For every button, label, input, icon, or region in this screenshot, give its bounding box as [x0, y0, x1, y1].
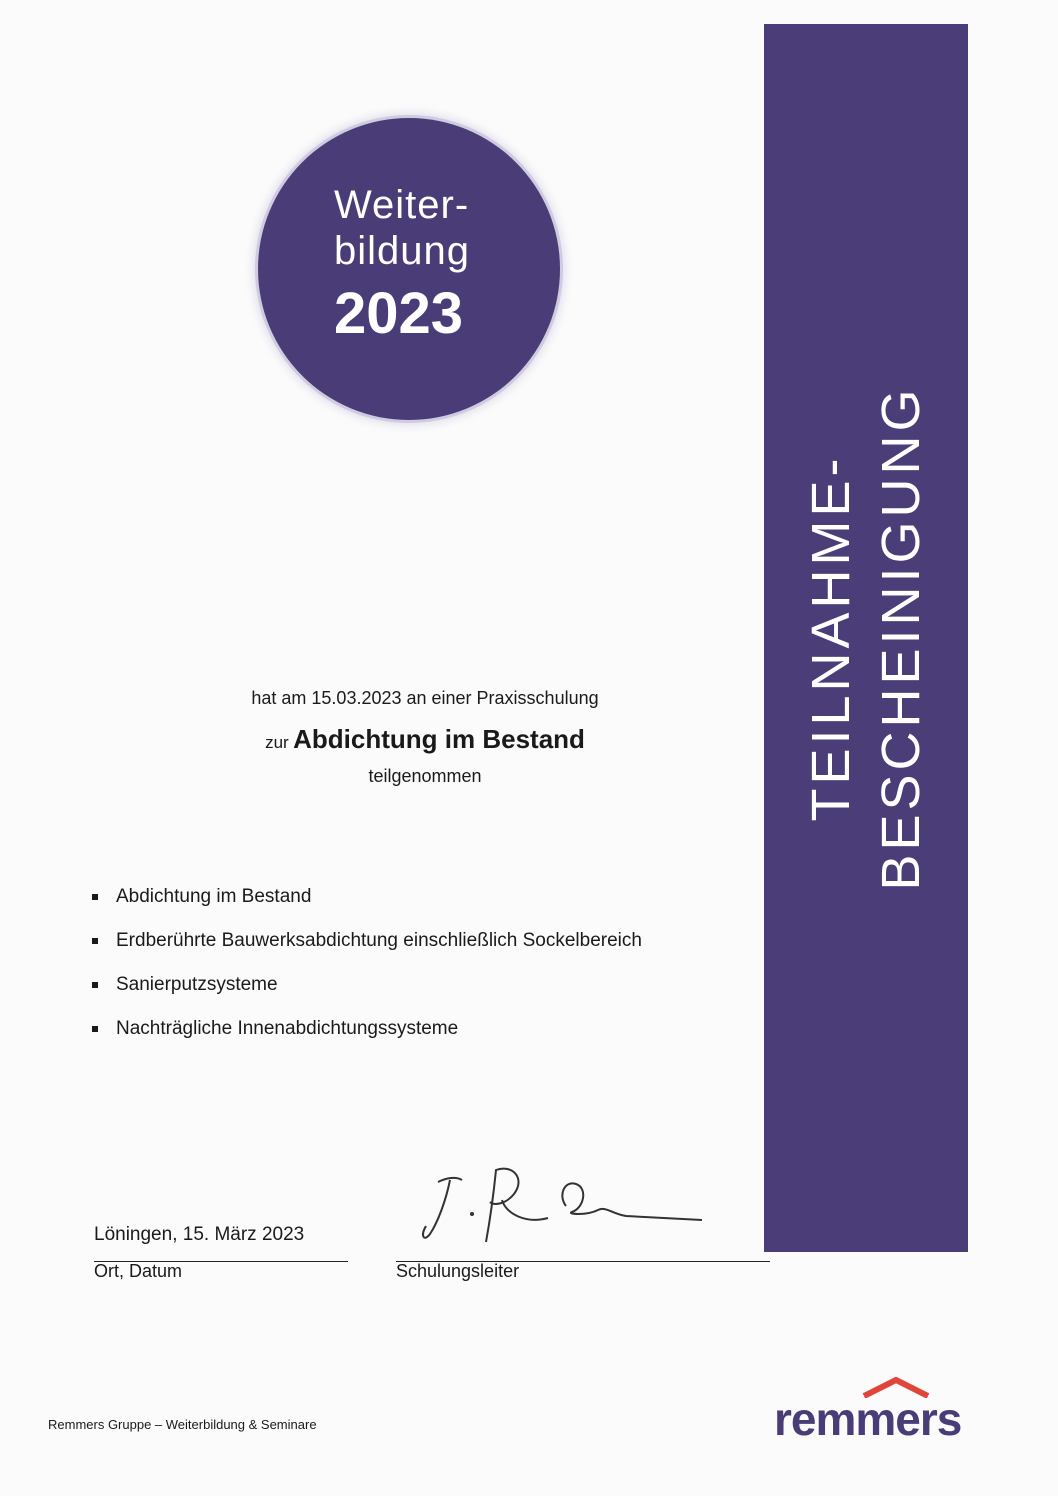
course-title: Abdichtung im Bestand — [293, 724, 585, 754]
badge-year: 2023 — [334, 281, 464, 346]
topic-list — [92, 886, 642, 1062]
banner-title — [796, 328, 936, 948]
handwritten-signature — [416, 1160, 706, 1256]
side-banner — [764, 24, 968, 1252]
outro-text: teilgenommen — [368, 766, 482, 786]
topic-label: Abdichtung im Bestand — [116, 886, 312, 907]
badge-line-1: Weiter- — [334, 183, 470, 227]
bullet-icon — [92, 938, 98, 944]
logo-wordmark: remmers — [774, 1393, 962, 1445]
remmers-logo — [772, 1376, 972, 1446]
signer-label: Schulungsleiter — [396, 1261, 520, 1281]
footer-text: Remmers Gruppe – Weiterbildung & Seminare — [48, 1417, 317, 1432]
bullet-icon — [92, 894, 98, 900]
topic-label: Nachträgliche Innenabdichtungssysteme — [116, 1018, 459, 1039]
topic-label: Sanierputzsysteme — [116, 974, 278, 995]
weiterbildung-badge — [258, 118, 560, 420]
list-item — [92, 974, 642, 996]
intro-text: hat am 15.03.2023 an einer Praxisschulung — [251, 688, 599, 708]
bullet-icon — [92, 982, 98, 988]
topic-label: Erdberührte Bauwerksabdichtung einschließlich Sockelbereich — [116, 930, 642, 951]
list-item — [92, 886, 642, 908]
badge-line-2: bildung — [334, 229, 471, 273]
place-date: Löningen, 15. März 2023 — [94, 1224, 305, 1245]
banner-line-1: TEILNAHME- — [801, 454, 861, 822]
list-item — [92, 1018, 642, 1040]
course-line — [170, 724, 680, 755]
list-item — [92, 930, 642, 952]
banner-line-2: BESCHEINIGUNG — [871, 385, 931, 891]
bullet-icon — [92, 1026, 98, 1032]
place-date-label: Ort, Datum — [94, 1261, 183, 1281]
course-prefix: zur — [265, 733, 289, 752]
